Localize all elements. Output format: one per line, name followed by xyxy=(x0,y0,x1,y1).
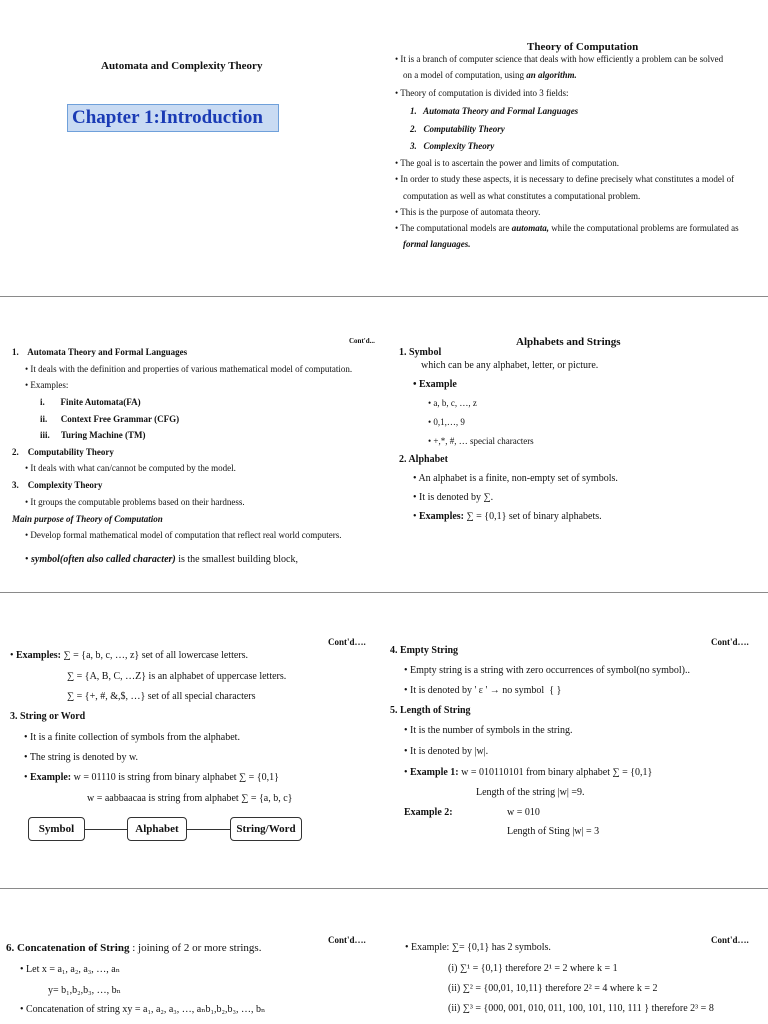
bullet-text: • It is a finite collection of symbols from the alphabet. xyxy=(24,732,240,743)
body-text: Length of Sting |w| = 3 xyxy=(507,826,600,837)
section-heading: 3. Complexity Theory xyxy=(12,480,103,490)
contd-label: Cont'd…. xyxy=(711,935,749,945)
contd-label: Cont'd…. xyxy=(711,637,749,647)
list-item: 1. Automata Theory and Formal Languages xyxy=(410,106,579,116)
bullet-text: • Let x = a₁, a₂, a₃, …, aₙ xyxy=(20,964,121,975)
slide-divider xyxy=(0,592,768,593)
flow-box-alphabet: Alphabet xyxy=(127,817,187,841)
contd-label: Cont'd... xyxy=(349,337,375,345)
bullet-text: • Example xyxy=(413,379,457,390)
bullet-text: • In order to study these aspects, it is necessary to define precisely what constitutes a model of xyxy=(395,174,735,184)
section-heading: 1. Automata Theory and Formal Languages xyxy=(12,347,188,357)
body-text: (i) ∑¹ = {0,1} therefore 2¹ = 2 where k = 1 xyxy=(448,963,618,974)
bullet-text: on a model of computation, using an algorithm. xyxy=(403,70,577,80)
bullet-text: • Examples: ∑ = {0,1} set of binary alphabets. xyxy=(413,511,602,522)
body-text: (ii) ∑³ = {000, 001, 010, 011, 100, 101, 110, 111 } therefore 2³ = 8 xyxy=(448,1003,714,1014)
bullet-text: • Examples: xyxy=(25,380,69,390)
body-text: w = aabbaacaa is string from alphabet ∑ = {a, b, c} xyxy=(87,793,293,804)
list-item: i. Finite Automata(FA) xyxy=(40,397,141,407)
section-heading: Main purpose of Theory of Computation xyxy=(12,514,163,524)
chapter-title: Chapter 1:Introduction xyxy=(72,107,263,128)
body-text: y= b₁,b₂,b₃, …, bₙ xyxy=(48,985,121,996)
bullet-text: • Theory of computation is divided into 3 fields: xyxy=(395,88,569,98)
body-text: Example 2: xyxy=(404,807,453,818)
slide-title: Theory of Computation xyxy=(527,41,639,53)
body-text: Length of the string |w| =9. xyxy=(476,787,585,798)
body-text: which can be any alphabet, letter, or picture. xyxy=(421,360,599,371)
section-heading: 2. Alphabet xyxy=(399,454,448,465)
bullet-text: • Example: w = 01110 is string from binary alphabet ∑ = {0,1} xyxy=(24,772,279,783)
list-item: iii. Turing Machine (TM) xyxy=(40,430,146,440)
contd-label: Cont'd…. xyxy=(328,637,366,647)
bullet-text: • The computational models are automata, while the computational problems are formulated as xyxy=(395,223,739,233)
slide-divider xyxy=(0,888,768,889)
flow-connector xyxy=(85,829,127,830)
bullet-text: • a, b, c, …, z xyxy=(428,398,477,408)
bullet-text: • Examples: ∑ = {a, b, c, …, z} set of all lowercase letters. xyxy=(10,650,249,661)
bullet-text: • Example: ∑= {0,1} has 2 symbols. xyxy=(405,942,551,953)
flow-box-string: String/Word xyxy=(230,817,302,841)
body-text: (ii) ∑² = {00,01, 10,11} therefore 2² = 4 where k = 2 xyxy=(448,983,658,994)
section-heading: 6. Concatenation of String : joining of 2 or more strings. xyxy=(6,942,262,954)
list-item: ii. Context Free Grammar (CFG) xyxy=(40,414,180,424)
section-heading: 4. Empty String xyxy=(390,645,459,656)
flow-box-symbol: Symbol xyxy=(28,817,85,841)
body-text: w = 010 xyxy=(507,807,540,818)
bullet-text: • It is denoted by |w|. xyxy=(404,746,489,757)
section-heading: 1. Symbol xyxy=(399,347,442,358)
list-item: 2. Computability Theory xyxy=(410,124,505,134)
bullet-text: • An alphabet is a finite, non-empty set of symbols. xyxy=(413,473,618,484)
bullet-text: • It is denoted by ∑. xyxy=(413,492,494,503)
bullet-text: • It deals with what can/cannot be computed by the model. xyxy=(25,463,236,473)
slide-title: Alphabets and Strings xyxy=(516,336,621,348)
section-heading: 3. String or Word xyxy=(10,711,86,722)
bullet-text: computation as well as what constitutes a computational problem. xyxy=(403,191,641,201)
bullet-text: • The string is denoted by w. xyxy=(24,752,139,763)
bullet-text: • Empty string is a string with zero occurrences of symbol(no symbol).. xyxy=(404,665,690,676)
list-item: 3. Complexity Theory xyxy=(410,141,495,151)
bullet-text: • It deals with the definition and properties of various mathematical model of computation. xyxy=(25,364,353,374)
bullet-text: formal languages. xyxy=(403,239,471,249)
course-title: Automata and Complexity Theory xyxy=(101,60,263,72)
bullet-text: • This is the purpose of automata theory. xyxy=(395,207,541,217)
bullet-text: • Example 1: w = 010110101 from binary alphabet ∑ = {0,1} xyxy=(404,767,653,778)
bullet-text: • Develop formal mathematical model of computation that reflect real world computers. xyxy=(25,530,342,540)
bullet-text: • The goal is to ascertain the power and limits of computation. xyxy=(395,158,619,168)
contd-label: Cont'd…. xyxy=(328,935,366,945)
bullet-text: • It is the number of symbols in the string. xyxy=(404,725,573,736)
bullet-text: • Concatenation of string xy = a₁, a₂, a₃, …, aₙb₁,b₂,b₃, …, bₙ xyxy=(20,1004,266,1015)
bullet-text: • It is a branch of computer science that deals with how efficiently a problem can be solved xyxy=(395,54,724,64)
bullet-text: • symbol(often also called character) is the smallest building block, xyxy=(25,554,298,565)
bullet-text: • 0,1,…, 9 xyxy=(428,417,465,427)
section-heading: 5. Length of String xyxy=(390,705,471,716)
bullet-text: • It is denoted by ' ε ' → no symbol { } xyxy=(404,685,562,696)
body-text: ∑ = {+, #, &,$, …} set of all special characters xyxy=(67,691,256,702)
body-text: ∑ = {A, B, C, …Z} is an alphabet of uppercase letters. xyxy=(67,671,287,682)
section-heading: 2. Computability Theory xyxy=(12,447,114,457)
bullet-text: • It groups the computable problems based on their hardness. xyxy=(25,497,245,507)
flow-connector xyxy=(187,829,230,830)
slide-divider xyxy=(0,296,768,297)
bullet-text: • +,*, #, … special characters xyxy=(428,436,534,446)
